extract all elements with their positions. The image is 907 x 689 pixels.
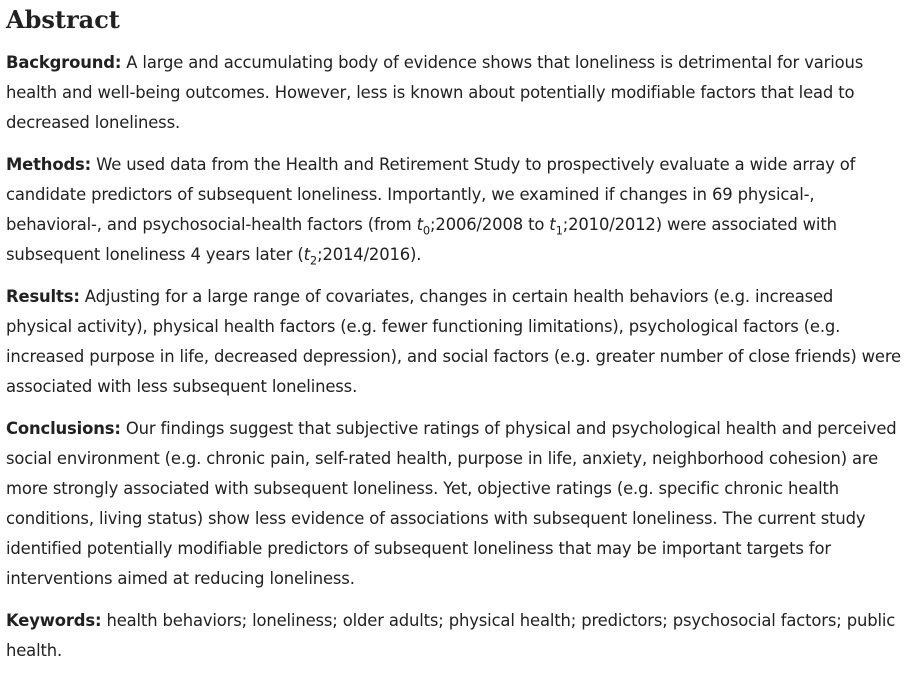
t2-subscript: 2	[309, 253, 318, 268]
keywords-text: health behaviors; loneliness; older adults; physical health; predictors; psychosocial factors; public health.	[6, 611, 896, 660]
results-text: Adjusting for a large range of covariates, changes in certain health behaviors (e.g. increased physical activity), physical health factors (e.g. fewer functioning limitations), psychological factors (e.g. increased purpose in life, decreased depression), and social factors (e.g. greater number of close friends) were associated with less subsequent loneliness.	[6, 287, 901, 396]
background-paragraph	[6, 48, 901, 138]
t2-variable: t	[303, 245, 310, 264]
methods-label: Methods:	[6, 155, 92, 174]
conclusions-text: Our findings suggest that subjective ratings of physical and psychological health and perceived social environment (e.g. chronic pain, self-rated health, purpose in life, anxiety, neighborhood cohesion) are more strongly associated with subsequent loneliness. Yet, objective ratings (e.g. specific chronic health conditions, living status) show less evidence of associations with subsequent loneliness. The current study identified potentially modifiable predictors of subsequent loneliness that may be important targets for interventions aimed at reducing loneliness.	[6, 419, 897, 588]
results-paragraph	[6, 282, 901, 402]
methods-text: We used data from the Health and Retirement Study to prospectively evaluate a wide array of candidate predictors of subsequent loneliness. Importantly, we examined if changes in 69 physical-, behavioral-, and psychosocial-health factors (from	[6, 155, 856, 234]
conclusions-label: Conclusions:	[6, 419, 121, 438]
abstract-heading: Abstract	[6, 5, 120, 34]
methods-paragraph	[6, 150, 901, 270]
results-label: Results:	[6, 287, 80, 306]
keywords-paragraph	[6, 606, 901, 666]
t1-variable: t	[549, 215, 556, 234]
t0-subscript: 0	[422, 223, 431, 238]
methods-t0-text: ;2006/2008 to	[430, 215, 550, 234]
background-text: A large and accumulating body of evidence shows that loneliness is detrimental for various health and well-being outcomes. However, less is known about potentially modifiable factors that lead to decreased loneliness.	[6, 53, 864, 132]
keywords-label: Keywords:	[6, 611, 102, 630]
methods-t2-text: ;2014/2016).	[317, 245, 422, 264]
t0-variable: t	[416, 215, 423, 234]
t1-subscript: 1	[555, 223, 563, 238]
methods-t1-text: ;2010/2012) were associated with subsequent loneliness 4 years later (	[6, 215, 837, 264]
background-label: Background:	[6, 53, 122, 72]
conclusions-paragraph	[6, 414, 901, 594]
